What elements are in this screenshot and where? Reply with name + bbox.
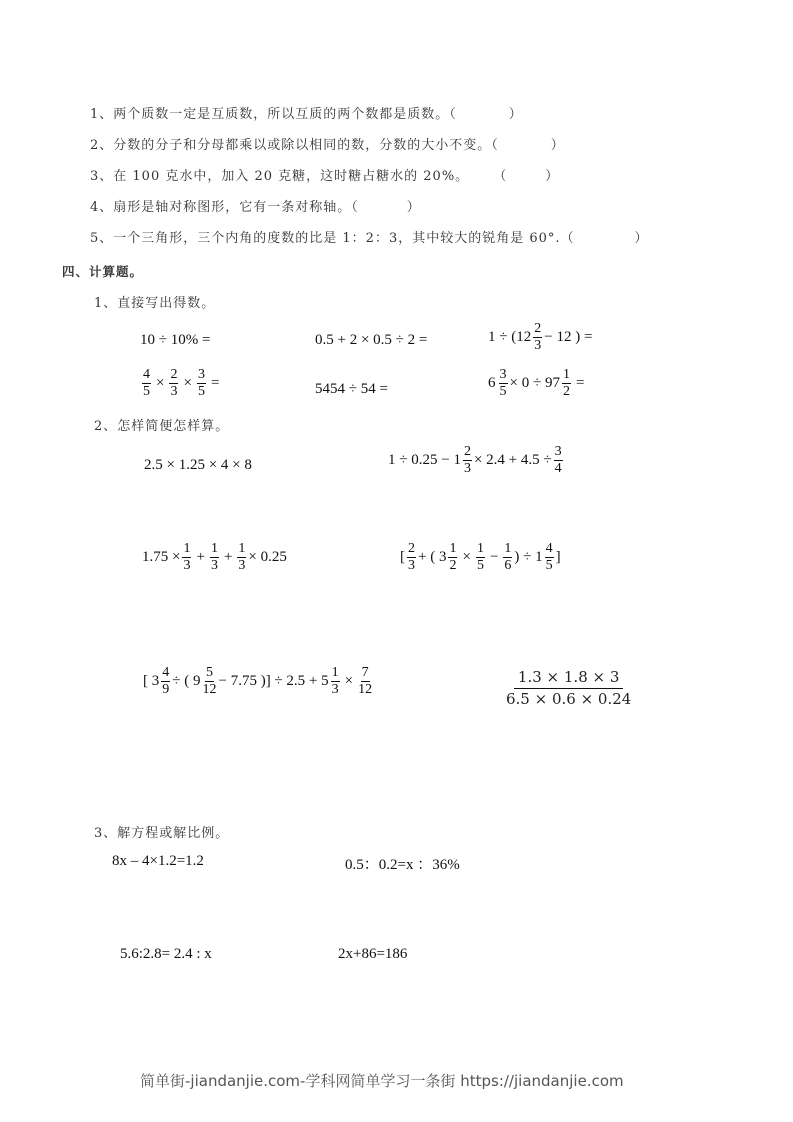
fraction: $\frac{1.3 \times 1.8 \times 3}{6.5 \times 0.6 \times 0.24}$ bbox=[506, 668, 632, 709]
fraction: $\frac{1}{5}$ bbox=[476, 541, 484, 573]
judgement-item-1: 1、两个质数一定是互质数，所以互质的两个数都是质数。（ ） bbox=[90, 107, 523, 122]
fraction: $\frac{2}{3}$ bbox=[463, 444, 471, 476]
expr-1b: 0.5 + 2 × 0.5 ÷ 2 = bbox=[315, 332, 428, 348]
fraction: $\frac{2}{3}$ bbox=[534, 321, 542, 353]
fraction: $\frac{4}{5}$ bbox=[545, 541, 553, 573]
judgement-item-2: 2、分数的分子和分母都乘以或除以相同的数，分数的大小不变。（ ） bbox=[90, 138, 565, 153]
fraction: $\frac{1}{3}$ bbox=[183, 541, 191, 573]
expr-1a: 10 ÷ 10% = bbox=[140, 332, 211, 348]
part1-title: 1、直接写出得数。 bbox=[94, 296, 216, 311]
footer-watermark: 简单街-jiandanjie.com-学科网简单学习一条街 https://jiandanjie.com bbox=[140, 1072, 624, 1090]
fraction: $\frac{2}{3}$ bbox=[408, 541, 415, 573]
expr-e6 bbox=[502, 667, 635, 709]
fraction: $\frac{1}{2}$ bbox=[562, 367, 570, 399]
fraction: $\frac{3}{5}$ bbox=[499, 367, 507, 399]
fraction: $\frac{1}{3}$ bbox=[331, 665, 339, 697]
fraction: $\frac{5}{12}$ bbox=[202, 665, 217, 697]
fraction: $\frac{1}{2}$ bbox=[449, 541, 457, 573]
fraction: $\frac{2}{3}$ bbox=[170, 367, 178, 399]
judgement-item-4: 4、扇形是轴对称图形，它有一条对称轴。（ ） bbox=[90, 200, 421, 215]
expr-e4: [ $\frac{2}{3}$ + ( 3 $\frac{1}{2}$ × $\frac{1}{5}$ − $\frac{1}{6}$ ) ÷ 1 $\frac{4}{5}$ ] bbox=[400, 541, 561, 573]
equation-4: 2x+86=186 bbox=[338, 946, 408, 962]
expr-e5: [ 3 $\frac{4}{9}$ ÷ ( 9 $\frac{5}{12}$ − 7.75 )] ÷ 2.5 + 5 $\frac{1}{3}$ × $\frac{7}{12}$ bbox=[143, 665, 373, 697]
judgement-item-3: 3、在 100 克水中，加入 20 克糖，这时糖占糖水的 20%。 （ ） bbox=[90, 169, 560, 184]
judgement-item-5: 5、一个三角形，三个内角的度数的比是 1：2：3，其中较大的锐角是 60°.（ ） bbox=[90, 231, 649, 246]
fraction: $\frac{1}{6}$ bbox=[504, 541, 512, 573]
expr-e2: 1 ÷ 0.25 − 1 $\frac{2}{3}$ × 2.4 + 4.5 ÷ $\frac{3}{4}$ bbox=[388, 444, 562, 476]
expr-2c: 6 $\frac{3}{5}$ × 0 ÷ 97 $\frac{1}{2}$ = bbox=[488, 367, 585, 399]
equation-2: 0.5：0.2=x ：36% bbox=[345, 857, 460, 873]
expr-e1: 2.5 × 1.25 × 4 × 8 bbox=[144, 457, 252, 473]
expr-1c: 1 ÷ (12 $\frac{2}{3}$ − 12 ) = bbox=[488, 321, 593, 353]
section-title: 四、计算题。 bbox=[62, 264, 144, 279]
fraction: $\frac{4}{9}$ bbox=[162, 665, 170, 697]
part3-title: 3、解方程或解比例。 bbox=[94, 826, 230, 841]
part2-title: 2、怎样简便怎样算。 bbox=[94, 419, 230, 434]
expr-e3: 1.75 × $\frac{1}{3}$ + $\frac{1}{3}$ + $\frac{1}{3}$ × 0.25 bbox=[142, 541, 287, 573]
fraction: $\frac{1}{3}$ bbox=[210, 541, 218, 573]
equation-1: 8x – 4×1.2=1.2 bbox=[112, 853, 204, 869]
expr-2b: 5454 ÷ 54 = bbox=[315, 381, 388, 397]
fraction: $\frac{1}{3}$ bbox=[238, 541, 246, 573]
fraction: $\frac{3}{4}$ bbox=[554, 444, 562, 476]
expr-2a: $\frac{4}{5}$ × $\frac{2}{3}$ × $\frac{3}{5}$ = bbox=[143, 367, 220, 399]
fraction: $\frac{4}{5}$ bbox=[143, 367, 150, 399]
fraction: $\frac{3}{5}$ bbox=[197, 367, 205, 399]
fraction: $\frac{7}{12}$ bbox=[358, 665, 373, 697]
equation-3: 5.6:2.8= 2.4 : x bbox=[120, 946, 212, 962]
